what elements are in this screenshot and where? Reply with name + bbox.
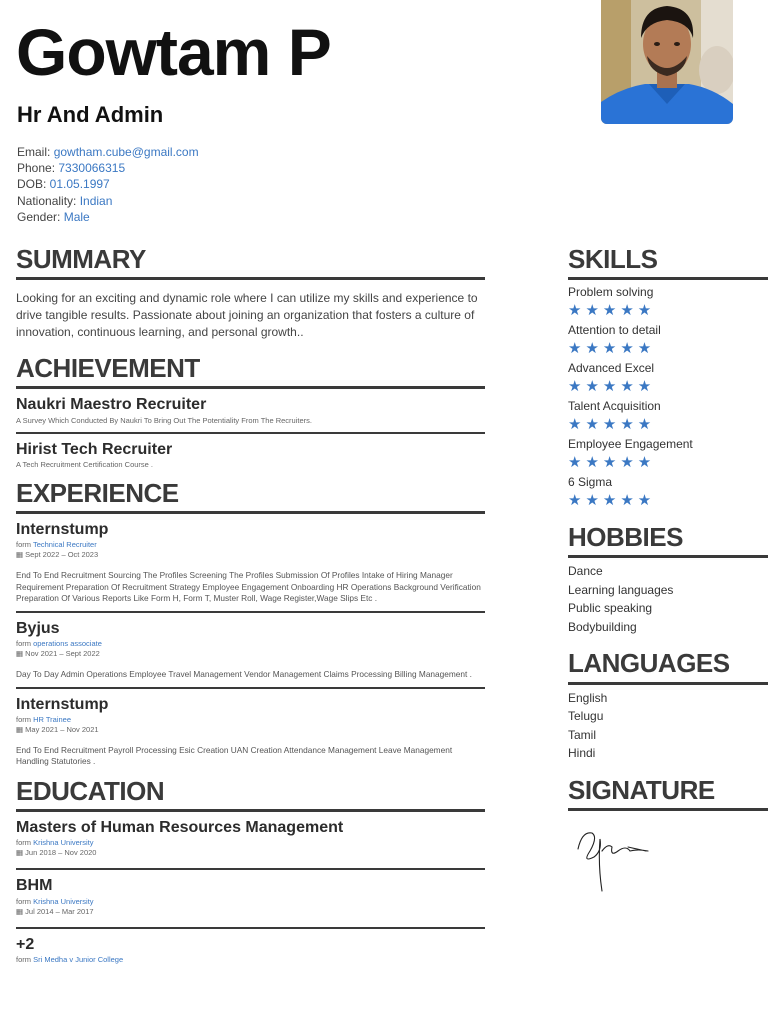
degree-name: Masters of Human Resources Management — [16, 819, 344, 837]
date-range: Jul 2014 – Mar 2017 — [25, 906, 94, 916]
star-icon: ★★★★★ — [568, 340, 656, 358]
language-item: Hindi — [568, 746, 596, 761]
skill-item — [568, 474, 768, 512]
achievement-item — [16, 434, 485, 472]
experience-heading: EXPERIENCE — [16, 478, 485, 514]
hobby-item: Public speaking — [568, 601, 653, 616]
main-column — [16, 244, 485, 971]
skill-name: Employee Engagement — [568, 437, 693, 452]
degree-name: +2 — [16, 935, 35, 953]
company-name: Internstump — [16, 520, 109, 538]
experience-item: Byjus form operations associate ▦ Nov 2021 – Sept 2022 Day To Day Admin Operations Employee Travel Management Vendor Management Claims Processing Billing Management . — [16, 613, 485, 689]
skill-name: Attention to detail — [568, 323, 661, 338]
position-title: HR Trainee — [33, 714, 72, 724]
skill-item — [568, 284, 768, 322]
language-item: Tamil — [568, 727, 597, 742]
school-name: Sri Medha v Junior College — [33, 954, 124, 964]
position-title: operations associate — [33, 639, 102, 649]
contact-dob: DOB: 01.05.1997 — [17, 177, 110, 192]
skill-item — [568, 322, 768, 360]
experience-desc: Day To Day Admin Operations Employee Travel Management Vendor Management Claims Processing Billing Management . — [16, 669, 472, 680]
company-name: Byjus — [16, 619, 60, 637]
calendar-icon: ▦ — [16, 550, 26, 560]
star-icon: ★★★★★ — [568, 302, 656, 320]
contact-nationality: Nationality: Indian — [17, 193, 113, 208]
achievement-title: Naukri Maestro Recruiter — [16, 396, 207, 414]
experience-desc: End To End Recruitment Sourcing The Profiles Screening The Profiles Submission Of Profiles Intake of Hiring Manager Requirement Preparation Of Recruitment Strategy Employee Engagement Onboarding HR Operations Background Verification Preparation Of Various Reports Like Form H, Form T, Muster Roll, Wage Register,Wage Slips Etc . — [16, 570, 481, 604]
skill-item — [568, 360, 768, 398]
contact-email: Email: gowtham.cube@gmail.com — [17, 145, 199, 159]
hobby-item: Dance — [568, 564, 603, 579]
school-name: Krishna University — [33, 896, 94, 906]
summary-text: Looking for an exciting and dynamic role where I can utilize my skills and experience to drive tangible results. Passionate about joining an organization that fosters a culture of innovation, continuous learning, and personal growth.. — [16, 291, 478, 340]
language-item: English — [568, 690, 608, 705]
date-range: Nov 2021 – Sept 2022 — [25, 649, 100, 659]
hobby-item: Bodybuilding — [568, 619, 637, 634]
star-icon: ★★★★★ — [568, 378, 656, 396]
languages-heading: LANGUAGES — [568, 648, 768, 684]
education-item: Masters of Human Resources Management form Krishna University ▦ Jun 2018 – Nov 2020 — [16, 812, 485, 870]
calendar-icon: ▦ — [16, 848, 26, 858]
skill-name: Problem solving — [568, 285, 654, 300]
calendar-icon: ▦ — [16, 649, 26, 659]
skill-item — [568, 398, 768, 436]
position-title: Technical Recruiter — [32, 540, 97, 550]
email-link[interactable]: gowtham.cube@gmail.com — [53, 145, 199, 159]
contact-details — [17, 144, 199, 225]
education-heading: EDUCATION — [16, 776, 485, 812]
sidebar-column — [568, 244, 768, 901]
experience-item: Internstump form HR Trainee ▦ May 2021 – Nov 2021 End To End Recruitment Payroll Processing Esic Creation UAN Creation Attendance Management Leave Management Handling Statutories . — [16, 689, 485, 770]
company-name: Internstump — [16, 695, 109, 713]
skill-item — [568, 436, 768, 474]
candidate-name: Gowtam P — [16, 15, 331, 89]
nationality-value: Indian — [79, 193, 113, 208]
summary-heading: SUMMARY — [16, 244, 485, 280]
skill-name: Talent Acquisition — [568, 399, 661, 414]
contact-gender: Gender: Male — [17, 209, 90, 224]
date-range: Sept 2022 – Oct 2023 — [25, 550, 99, 560]
achievement-desc: A Tech Recruitment Certification Course . — [16, 459, 154, 469]
contact-phone: Phone: 7330066315 — [17, 161, 126, 176]
achievement-item — [16, 389, 485, 433]
education-item: +2 form Sri Medha v Junior College — [16, 929, 485, 971]
date-range: Jun 2018 – Nov 2020 — [25, 848, 97, 858]
calendar-icon: ▦ — [16, 906, 26, 916]
experience-item: Internstump form Technical Recruiter ▦ Sept 2022 – Oct 2023 End To End Recruitment Sourcing The Profiles Screening The Profiles Submission Of Profiles Intake of Hiring Manager Requirement Preparation Of Recruitment Strategy Employee Engagement Onboarding HR Operations Background Verification Preparation Of Various Reports Like Form H, Form T, Muster Roll, Wage Register,Wage Slips Etc . — [16, 514, 485, 613]
hobbies-heading: HOBBIES — [568, 522, 768, 558]
skills-heading: SKILLS — [568, 244, 768, 280]
gender-value: Male — [63, 209, 90, 224]
skill-name: Advanced Excel — [568, 361, 655, 376]
achievement-title: Hirist Tech Recruiter — [16, 440, 173, 458]
signature-image — [568, 821, 768, 901]
skill-name: 6 Sigma — [568, 475, 613, 490]
phone-value: 7330066315 — [58, 161, 126, 176]
profile-photo — [601, 0, 733, 124]
date-range: May 2021 – Nov 2021 — [25, 724, 99, 734]
education-item: BHM form Krishna University ▦ Jul 2014 – Mar 2017 — [16, 870, 485, 928]
school-name: Krishna University — [33, 838, 94, 848]
experience-desc: End To End Recruitment Payroll Processing Esic Creation UAN Creation Attendance Management Leave Management Handling Statutories . — [16, 744, 453, 767]
hobby-item: Learning languages — [568, 582, 674, 597]
calendar-icon: ▦ — [16, 724, 26, 734]
signature-heading: SIGNATURE — [568, 775, 768, 811]
star-icon: ★★★★★ — [568, 416, 656, 434]
achievement-desc: A Survey Which Conducted By Naukri To Bring Out The Potentiality From The Recruiters. — [16, 415, 312, 425]
dob-value: 01.05.1997 — [49, 177, 110, 192]
star-icon: ★★★★★ — [568, 454, 656, 472]
degree-name: BHM — [16, 877, 53, 895]
job-title: Hr And Admin — [17, 102, 164, 127]
achievement-heading: ACHIEVEMENT — [16, 353, 485, 389]
language-item: Telugu — [568, 709, 604, 724]
star-icon: ★★★★★ — [568, 492, 656, 510]
